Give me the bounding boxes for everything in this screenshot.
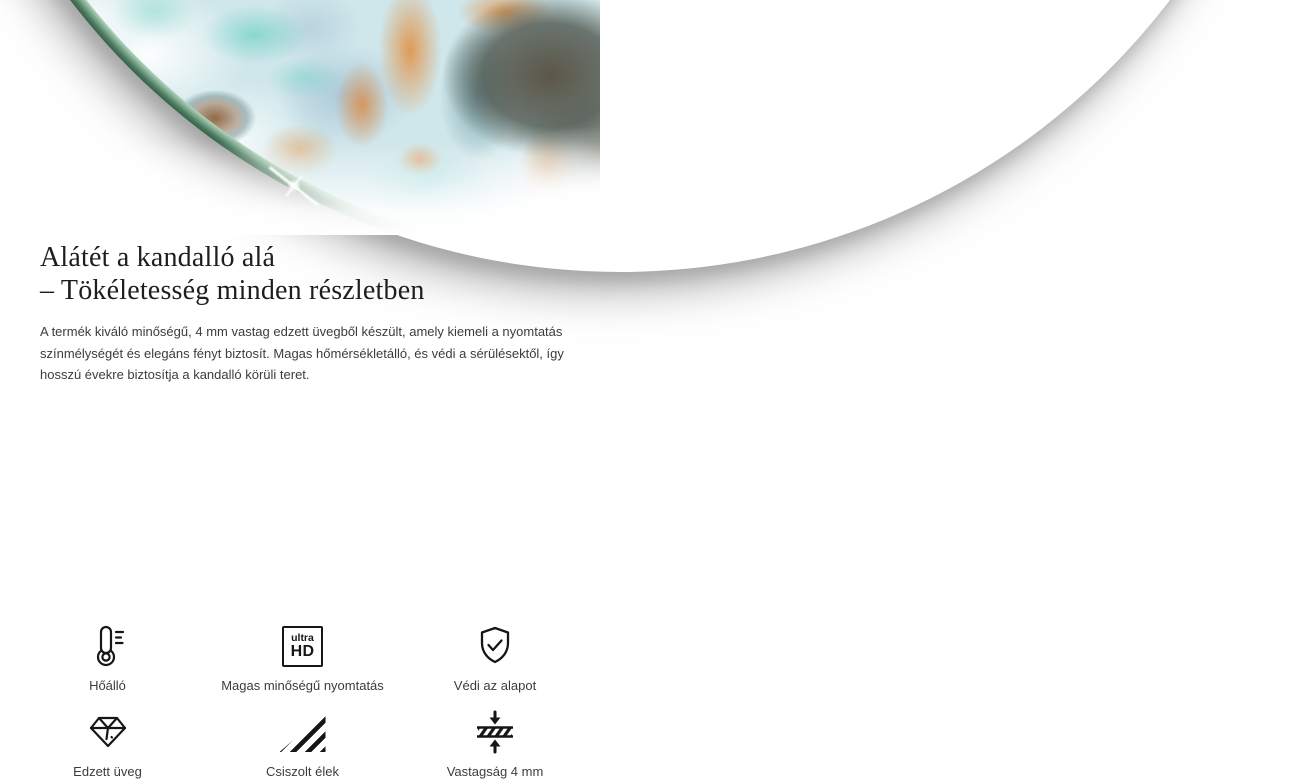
feature-label: Edzett üveg <box>73 764 142 779</box>
feature-tempered-glass <box>0 709 215 779</box>
diamond-icon <box>86 709 130 755</box>
feature-label: Hőálló <box>89 678 126 693</box>
feature-grid <box>0 623 600 779</box>
shield-check-icon <box>473 623 517 669</box>
feature-label: Védi az alapot <box>453 678 537 693</box>
sparkle-glint-icon <box>266 158 322 214</box>
feature-label: Csiszolt élek <box>266 764 339 779</box>
thermometer-icon <box>86 623 130 669</box>
product-description <box>40 321 564 386</box>
description-line: A termék kiváló minőségű, 4 mm vastag edzett üvegből készült, amely kiemeli a nyomtatás <box>40 324 563 339</box>
title-line-2: – Tökéletesség minden részletben <box>40 275 425 306</box>
description-line: hosszú évekre biztosítja a kandalló körüli teret. <box>40 367 310 383</box>
title-line-1: Alátét a kandalló alá <box>40 242 276 273</box>
polished-edges-icon <box>280 709 326 755</box>
feature-thickness <box>390 709 600 779</box>
feature-label: Vastagság 4 mm <box>446 764 544 779</box>
sparkle-dot <box>287 179 301 193</box>
page-title <box>40 241 560 307</box>
description-line: színmélységét és elegáns fényt biztosít. Magas hőmérsékletálló, és védi a sérülésektől, így <box>40 345 564 361</box>
ultra-hd-box: ultra HD <box>282 626 323 667</box>
feature-label: Magas minőségű nyomtatás <box>221 678 384 693</box>
feature-base-protection <box>390 623 600 693</box>
product-text-block <box>0 235 600 386</box>
feature-polished-edges <box>215 709 390 779</box>
thickness-icon <box>473 709 517 755</box>
hatched-triangle <box>280 712 326 752</box>
feature-print-quality <box>215 623 390 693</box>
feature-heat-resistant <box>0 623 215 693</box>
product-page-section <box>0 0 600 779</box>
ultra-hd-icon <box>282 623 323 669</box>
product-photo <box>0 0 600 235</box>
